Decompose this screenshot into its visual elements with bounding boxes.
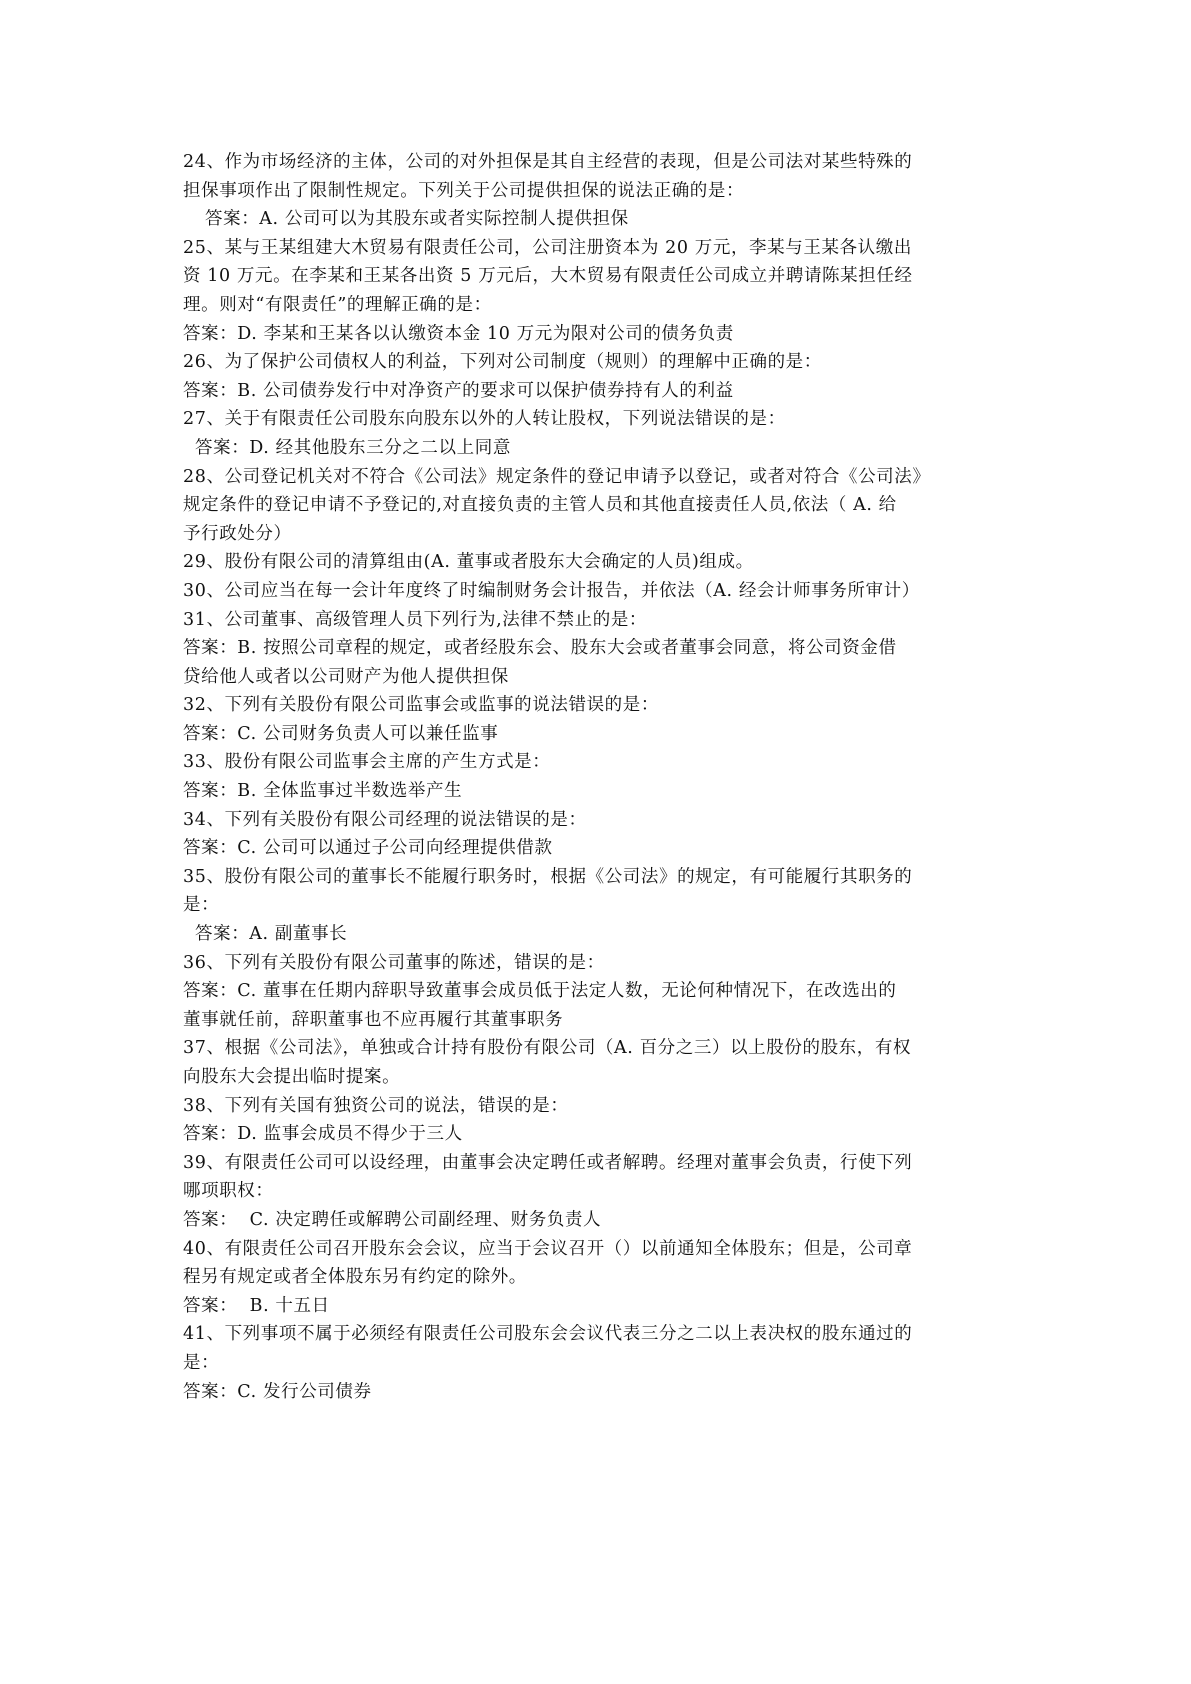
text-line: 哪项职权： [183, 1181, 274, 1202]
text-line: 36、下列有关股份有限公司董事的陈述，错误的是： [183, 952, 605, 973]
text-line: 39、有限责任公司可以设经理，由董事会决定聘任或者解聘。经理对董事会负责，行使下列 [183, 1152, 913, 1173]
text-line: 27、关于有限责任公司股东向股东以外的人转让股权，下列说法错误的是： [183, 409, 786, 430]
text-line: 33、股份有限公司监事会主席的产生方式是： [183, 752, 551, 773]
text-line: 答案：A. 公司可以为其股东或者实际控制人提供担保 [205, 209, 629, 230]
text-line: 答案：B. 公司债券发行中对净资产的要求可以保护债券持有人的利益 [183, 380, 734, 401]
text-line: 答案：C. 公司可以通过子公司向经理提供借款 [183, 838, 553, 859]
text-line: 37、根据《公司法》，单独或合计持有股份有限公司（A. 百分之三）以上股份的股东，有权 [183, 1038, 912, 1059]
text-line: 31、公司董事、高级管理人员下列行为,法律不禁止的是： [183, 609, 648, 630]
text-line: 32、下列有关股份有限公司监事会或监事的说法错误的是： [183, 695, 659, 716]
text-line: 24、作为市场经济的主体，公司的对外担保是其自主经营的表现，但是公司法对某些特殊的 [183, 152, 913, 172]
text-line: 30、公司应当在每一会计年度终了时编制财务会计报告，并依法（A. 经会计师事务所审计） [183, 580, 920, 601]
text-line: 40、有限责任公司召开股东会会议，应当于会议召开（）以前通知全体股东；但是，公司章 [183, 1238, 913, 1259]
text-line: 29、股份有限公司的清算组由(A. 董事或者股东大会确定的人员)组成。 [183, 552, 754, 573]
text-line: 41、下列事项不属于必须经有限责任公司股东会会议代表三分之二以上表决权的股东通过的 [183, 1324, 913, 1345]
text-line: 程另有规定或者全体股东另有约定的除外。 [183, 1267, 527, 1288]
text-line: 答案：A. 副董事长 [195, 924, 348, 945]
text-line: 理。则对“有限责任”的理解正确的是： [183, 294, 492, 315]
text-line: 28、公司登记机关对不符合《公司法》规定条件的登记申请予以登记，或者对符合《公司法》 [183, 466, 931, 487]
text-line: 答案： B. 十五日 [183, 1295, 330, 1316]
text-line: 是： [183, 895, 220, 916]
text-line: 25、某与王某组建大木贸易有限责任公司，公司注册资本为 20 万元，李某与王某各认缴出 [183, 237, 912, 258]
text-line: 38、下列有关国有独资公司的说法，错误的是： [183, 1095, 569, 1116]
text-line: 担保事项作出了限制性规定。下列关于公司提供担保的说法正确的是： [183, 180, 745, 201]
text-line: 答案：C. 董事在任期内辞职导致董事会成员低于法定人数，无论何种情况下，在改选出的 [183, 981, 897, 1002]
text-line: 向股东大会提出临时提案。 [183, 1067, 401, 1087]
text-line: 答案：B. 全体监事过半数选举产生 [183, 781, 463, 802]
document-body [183, 148, 1018, 1406]
text-line: 董事就任前，辞职董事也不应再履行其董事职务 [183, 1009, 564, 1030]
text-line: 34、下列有关股份有限公司经理的说法错误的是： [183, 809, 587, 830]
text-line: 26、为了保护公司债权人的利益，下列对公司制度（规则）的理解中正确的是： [183, 352, 822, 373]
text-line: 资 10 万元。在李某和王某各出资 5 万元后，大木贸易有限责任公司成立并聘请陈某担任经 [183, 266, 913, 287]
text-line: 答案：D. 监事会成员不得少于三人 [183, 1124, 463, 1145]
text-line: 答案：C. 发行公司债券 [183, 1381, 372, 1402]
text-line: 答案：B. 按照公司章程的规定，或者经股东会、股东大会或者董事会同意，将公司资金借 [183, 638, 897, 659]
text-line: 答案：D. 经其他股东三分之二以上同意 [195, 437, 511, 458]
text-line: 贷给他人或者以公司财产为他人提供担保 [183, 666, 509, 687]
text-line: 35、股份有限公司的董事长不能履行职务时，根据《公司法》的规定，有可能履行其职务的 [183, 866, 913, 887]
text-line: 规定条件的登记申请不予登记的,对直接负责的主管人员和其他直接责任人员,依法（ A. 给 [183, 495, 897, 516]
text-line: 答案：C. 公司财务负责人可以兼任监事 [183, 723, 499, 744]
text-line: 答案： C. 决定聘任或解聘公司副经理、财务负责人 [183, 1209, 602, 1230]
text-line: 是： [183, 1352, 220, 1373]
text-line: 予行政处分） [183, 523, 292, 544]
text-line: 答案：D. 李某和王某各以认缴资本金 10 万元为限对公司的债务负责 [183, 323, 734, 344]
